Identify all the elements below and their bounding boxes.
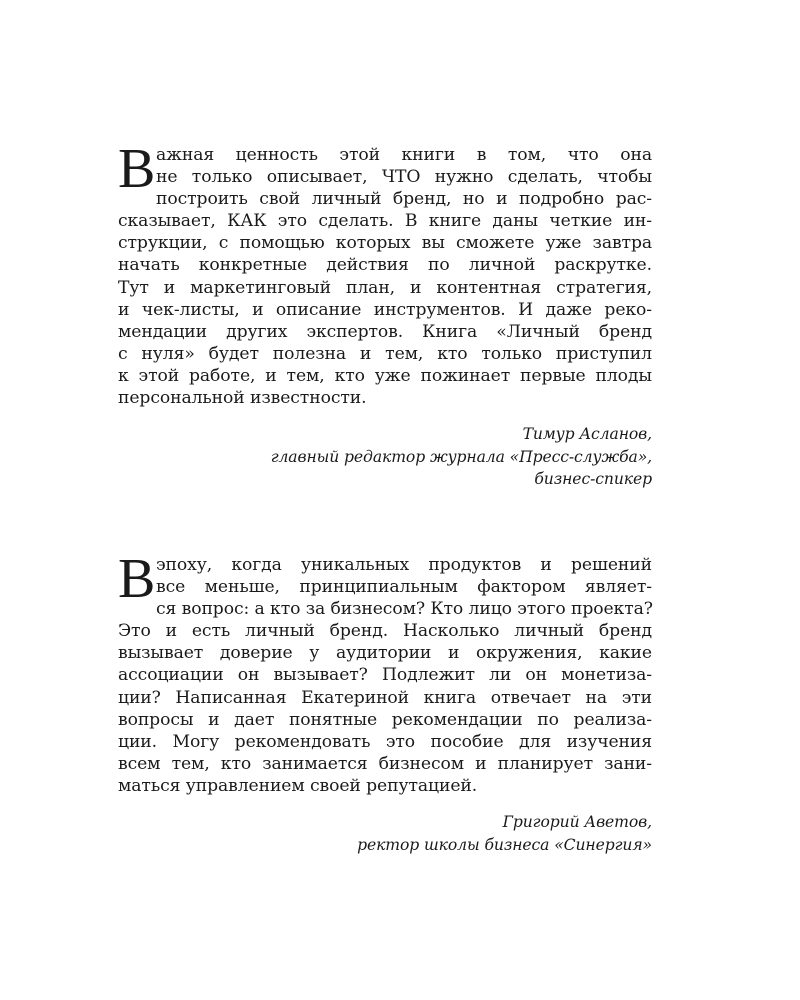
text-line: не только описывает, ЧТО нужно сделать, чтобы: [156, 167, 652, 188]
text-line: эпоху, когда уникальных продуктов и решений: [156, 555, 652, 575]
review-timur-aslanov: [118, 138, 652, 491]
signature-role: бизнес-спикер: [534, 470, 652, 489]
drop-cap: В: [118, 548, 156, 610]
text-line: к этой работе, и тем, кто уже пожинает первые плоды: [118, 365, 652, 386]
text-line: с нуля» будет полезна и тем, кто только приступил: [118, 343, 652, 364]
text-line: струкции, с помощью которых вы сможете уже завтра: [118, 233, 652, 254]
text-line: Это и есть личный бренд. Насколько личный бренд: [118, 621, 652, 642]
text-line: персональной известности.: [118, 388, 367, 409]
review-text: [118, 138, 652, 409]
text-line: ся вопрос: а кто за бизнесом? Кто лицо этого проекта?: [156, 599, 653, 620]
book-page: [118, 0, 652, 1000]
review-signature: [118, 811, 652, 856]
text-line: ции. Могу рекомендовать это пособие для изучения: [118, 731, 652, 752]
text-line: построить свой личный бренд, но и подробно рас-: [156, 189, 652, 210]
text-line: начать конкретные действия по личной раскрутке.: [118, 255, 652, 276]
text-line: Тут и маркетинговый план, и контентная стратегия,: [118, 277, 652, 298]
text-line: ции? Написанная Екатериной книга отвечает на эти: [118, 687, 652, 708]
signature-role: ректор школы бизнеса «Синергия»: [357, 835, 652, 854]
text-line: ажная ценность этой книги в том, что она: [156, 145, 652, 165]
review-text: [118, 548, 653, 797]
review-grigory-avetov: [118, 548, 653, 856]
drop-cap: В: [118, 138, 156, 200]
text-line: мендации других экспертов. Книга «Личный бренд: [118, 321, 652, 342]
text-line: ассоциации он вызывает? Подлежит ли он монетиза-: [118, 665, 652, 686]
text-line: и чек-листы, и описание инструментов. И даже реко-: [118, 299, 652, 320]
signature-name: Григорий Аветов,: [502, 813, 652, 832]
signature-name: Тимур Асланов,: [522, 425, 652, 444]
text-line: сказывает, КАК это сделать. В книге даны четкие ин-: [118, 211, 652, 232]
text-line: всем тем, кто занимается бизнесом и планирует зани-: [118, 753, 652, 774]
signature-role: главный редактор журнала «Пресс-служба»,: [270, 447, 652, 466]
text-line: маться управлением своей репутацией.: [118, 775, 478, 796]
text-line: вопросы и дает понятные рекомендации по реализа-: [118, 709, 652, 730]
text-line: все меньше, принципиальным фактором являет-: [156, 577, 652, 598]
review-signature: [118, 423, 652, 491]
text-line: вызывает доверие у аудитории и окружения, какие: [118, 643, 652, 664]
